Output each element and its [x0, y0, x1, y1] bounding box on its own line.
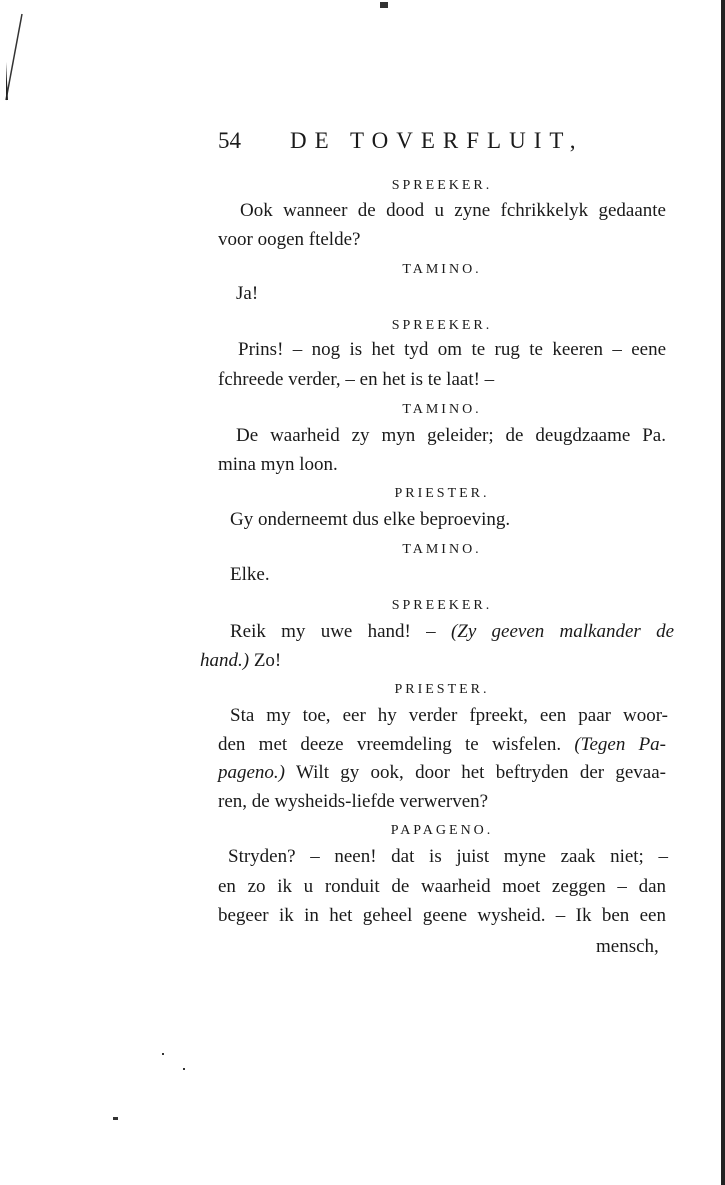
- text-line: hand.) Zo!: [200, 650, 282, 671]
- text-line: Gy onderneemt dus elke beproeving.: [230, 509, 511, 530]
- stage-direction: (Tegen Pa-: [574, 734, 667, 755]
- ink-speck: [162, 1053, 164, 1055]
- text-line: en zo ik u ronduit de waarheid moet zeggen – dan: [218, 876, 666, 897]
- text-line: voor oogen ftelde?: [218, 229, 361, 250]
- page-edge-mark: [4, 12, 38, 102]
- text-line: Prins! – nog is het tyd om te rug te keeren – eene: [238, 339, 666, 360]
- speaker-name: SPREEKER.: [391, 318, 493, 333]
- text-line: den met deeze vreemdeling te wisfelen. (Tegen Pa-: [218, 734, 667, 755]
- text-line: Sta my toe, eer hy verder fpreekt, een paar woor-: [230, 705, 668, 726]
- speaker-name: TAMINO.: [402, 542, 482, 557]
- text-line: Elke.: [230, 564, 270, 585]
- stage-direction: (Zy geeven malkander de: [450, 621, 674, 642]
- speaker-name: TAMINO.: [402, 402, 482, 417]
- text-line: Ook wanneer de dood u zyne fchrikkelyk gedaante: [240, 200, 666, 221]
- text-line: pageno.) Wilt gy ook, door het beftryden der gevaa-: [218, 762, 666, 783]
- text-line: Ja!: [236, 283, 259, 304]
- text-line: fchreede verder, – en het is te laat! –: [218, 369, 495, 390]
- catchword: mensch,: [596, 936, 659, 957]
- speaker-name: PAPAGENO.: [390, 823, 494, 838]
- speaker-name: PRIESTER.: [394, 486, 490, 501]
- ink-speck: [113, 1117, 118, 1120]
- speaker-name: TAMINO.: [402, 262, 482, 277]
- page-edge-shadow: [721, 0, 725, 1185]
- running-title: DE TOVERFLUIT,: [290, 128, 584, 153]
- stage-direction: hand.): [200, 650, 250, 671]
- speaker-name: PRIESTER.: [394, 682, 490, 697]
- text-line: Reik my uwe hand! – (Zy geeven malkander de: [230, 621, 674, 642]
- text-line: De waarheid zy myn geleider; de deugdzaame Pa.: [236, 425, 666, 446]
- ink-speck: [183, 1068, 185, 1070]
- text-line: Stryden? – neen! dat is juist myne zaak niet; –: [228, 846, 668, 867]
- page-header: [218, 128, 638, 158]
- ink-speck: [380, 2, 388, 8]
- speaker-name: SPREEKER.: [391, 178, 493, 193]
- speaker-name: SPREEKER.: [391, 598, 493, 613]
- text-line: begeer ik in het geheel geene wysheid. – Ik ben een: [218, 905, 666, 926]
- text-line: ren, de wysheids-liefde verwerven?: [218, 791, 489, 812]
- stage-direction: pageno.): [218, 762, 286, 783]
- text-line: mina myn loon.: [218, 454, 338, 475]
- page-number: 54: [218, 128, 241, 153]
